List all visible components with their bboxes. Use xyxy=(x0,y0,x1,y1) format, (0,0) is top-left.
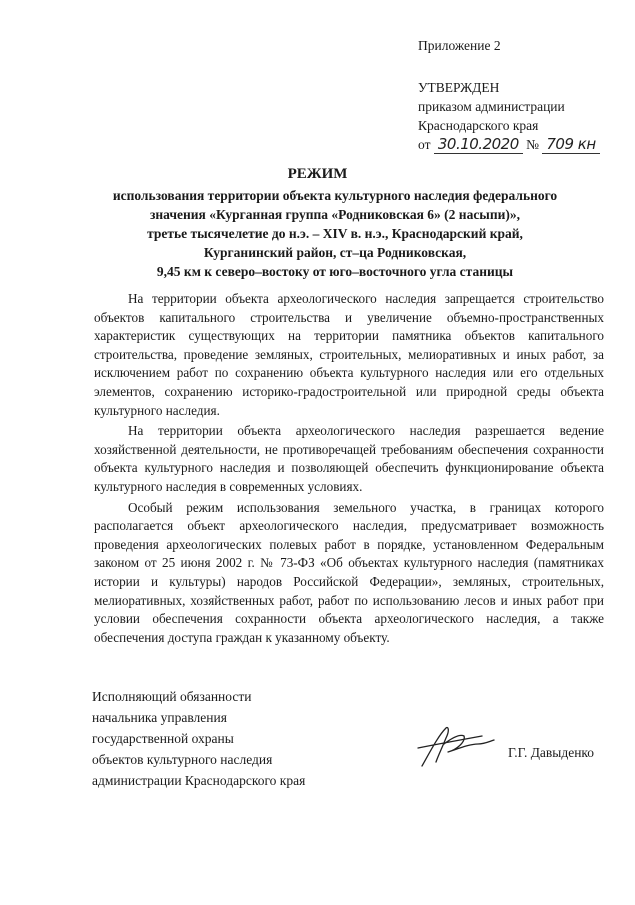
paragraph-permissions: На территории объекта археологического наследия разрешается ведение хозяйственной деятельности, не противоречащей требованиям обеспечения сохранности объекта культурного наследия и позволяющей обеспечить функционирование объекта культурного наследия в современных условиях. xyxy=(94,423,604,494)
signatory-position xyxy=(92,686,305,791)
number-sign: № xyxy=(526,137,540,152)
subtitle-line: значения «Курганная группа «Родниковская 6» (2 насыпи)», xyxy=(149,207,521,222)
document-subtitle xyxy=(70,186,600,281)
position-line: Исполняющий обязанности xyxy=(92,689,252,704)
position-line: начальника управления xyxy=(92,710,227,725)
subtitle-line: 9,45 км к северо–востоку от юго–восточного угла станицы xyxy=(156,264,514,279)
order-date-line xyxy=(418,135,618,154)
document-title: РЕЖИМ xyxy=(287,166,348,182)
order-number-handwritten: 709 кн xyxy=(542,135,599,154)
paragraph-prohibitions: На территории объекта археологического наследия запрещается строительство объектов капитального строительства и увеличение объемно-пространственных характеристик существующих на территории памятника объектов капитального строительства, проведение земляных, строительных, мелиоративных и иных работ, за исключением работ по сохранению объекта культурного наследия или его отдельных элементов, сохранению историко-градостроительной или природной среды объекта культурного наследия. xyxy=(94,291,604,418)
paragraph-special-regime: Особый режим использования земельного участка, в границах которого располагается объект археологического наследия, предусматривает возможность проведения археологических полевых работ в порядке, установленном Федеральным законом от 25 июня 2002 г. № 73-ФЗ «Об объектах культурного наследия (памятниках истории и культуры) народов Российской Федерации», земляных, строительных, мелиоративных, хозяйственных работ, работ по использованию лесов и иных работ при условии обеспечения сохранности объекта археологического наследия, а также обеспечения доступа граждан к указанному объекту. xyxy=(94,499,604,645)
approved-label: УТВЕРЖДЕН xyxy=(418,80,500,95)
signatory-name: Г.Г. Давыденко xyxy=(508,745,595,760)
subtitle-line: использования территории объекта культурного наследия федерального xyxy=(112,188,558,203)
approval-block xyxy=(418,78,618,154)
position-line: администрации Краснодарского края xyxy=(92,773,306,788)
order-line-1: приказом администрации xyxy=(418,99,565,114)
date-prefix: от xyxy=(418,137,431,152)
order-line-2: Краснодарского края xyxy=(418,118,539,133)
position-line: объектов культурного наследия xyxy=(92,752,273,767)
appendix-label: Приложение 2 xyxy=(418,38,501,53)
subtitle-line: Курганинский район, ст–ца Родниковская, xyxy=(203,245,467,260)
subtitle-line: третье тысячелетие до н.э. – XIV в. н.э., Краснодарский край, xyxy=(147,226,523,241)
handwritten-signature xyxy=(408,722,498,772)
document-body xyxy=(94,290,604,647)
position-line: государственной охраны xyxy=(92,731,234,746)
order-date-handwritten: 30.10.2020 xyxy=(434,135,523,154)
